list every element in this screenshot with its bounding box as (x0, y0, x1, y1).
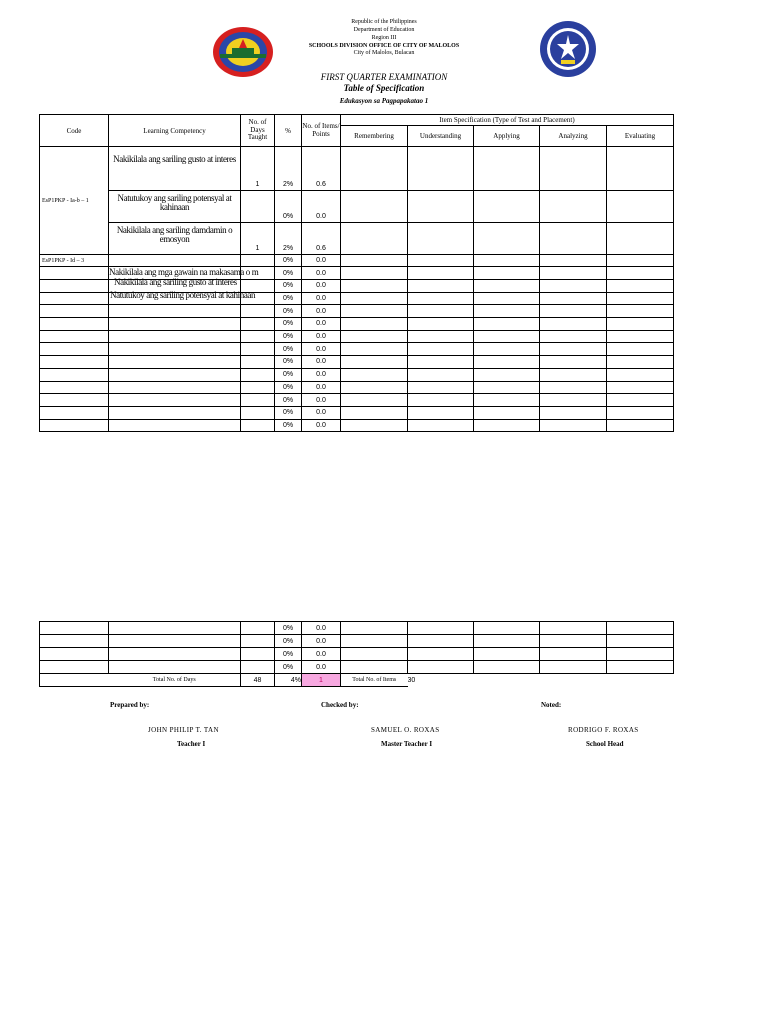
items-cell: 0.0 (302, 381, 341, 394)
percent-cell: 0% (275, 343, 302, 356)
table-row (40, 356, 674, 369)
items-cell: 0.0 (302, 191, 341, 223)
table-row (40, 343, 674, 356)
total-days-value: 48 (241, 674, 275, 687)
header-city: City of Malolos, Bulacan (353, 50, 415, 56)
days-cell: 1 (241, 223, 275, 255)
competency-cell: Nakikilala ang sariling gusto at interes (109, 147, 241, 191)
subject-title: Edukasyon sa Pagpapakatao 1 (339, 96, 429, 105)
header-applying: Applying (474, 126, 540, 147)
percent-cell: 0% (275, 635, 302, 648)
total-items-label: Total No. of Items (341, 674, 408, 687)
noted-name: RODRIGO F. ROXAS (568, 726, 639, 734)
header-republic: Republic of the Philippines (351, 19, 417, 25)
items-cell: 0.0 (302, 356, 341, 369)
items-cell: 0.0 (302, 419, 341, 432)
items-cell: 0.0 (302, 622, 341, 635)
percent-cell: 0% (275, 318, 302, 331)
days-cell (241, 191, 275, 223)
items-cell: 0.0 (302, 255, 341, 267)
percent-cell: 0% (275, 661, 302, 674)
exam-title: FIRST QUARTER EXAMINATION (320, 72, 448, 82)
percent-cell: 0% (275, 292, 302, 305)
items-cell: 0.6 (302, 223, 341, 255)
items-cell: 0.0 (302, 292, 341, 305)
table-row (40, 255, 674, 267)
table-row (40, 622, 674, 635)
items-cell: 0.0 (302, 661, 341, 674)
table-row (40, 661, 674, 674)
header-code: Code (40, 115, 109, 147)
prepared-name: JOHN PHILIP T. TAN (148, 726, 219, 734)
header-division: SCHOOLS DIVISION OFFICE OF CITY OF MALOLOS (308, 42, 460, 49)
table-row (40, 330, 674, 343)
percent-cell: 2% (275, 223, 302, 255)
doc-title: Table of Specification (343, 83, 425, 94)
noted-title: School Head (586, 740, 624, 748)
total-days-label: Total No. of Days (109, 674, 241, 687)
percent-cell: 0% (275, 330, 302, 343)
items-cell: 0.0 (302, 318, 341, 331)
total-items-value: 1 (302, 674, 341, 687)
tos-bottom-table (39, 621, 674, 687)
items-cell: 0.0 (302, 394, 341, 407)
percent-cell: 0% (275, 368, 302, 381)
header-understanding: Understanding (408, 126, 474, 147)
table-row (40, 191, 674, 223)
checked-name: SAMUEL O. ROXAS (371, 726, 440, 734)
items-cell: 0.0 (302, 635, 341, 648)
items-cell: 0.0 (302, 343, 341, 356)
percent-cell: 0% (275, 648, 302, 661)
code-cell: EsP1PKP - Id – 3 (40, 255, 109, 267)
table-row (40, 419, 674, 432)
percent-cell: 0% (275, 267, 302, 280)
competency-cell: Natutukoy ang sariling potensyal at kahinaan (109, 191, 241, 223)
competency-cell: Nakikilala ang mga gawain na makasama o m (109, 267, 241, 280)
title-block (0, 72, 768, 105)
items-cell: 0.0 (302, 330, 341, 343)
items-cell: 0.0 (302, 267, 341, 280)
items-cell: 0.6 (302, 147, 341, 191)
percent-cell: 0% (275, 406, 302, 419)
total-row (40, 674, 674, 687)
table-row (40, 147, 674, 191)
percent-cell: 0% (275, 419, 302, 432)
code-cell: EsP1PKP - Ia-b – 1 (40, 147, 109, 255)
competency-cell: Nakikilala ang sariling damdamin o emosyon (109, 223, 241, 255)
prepared-title: Teacher I (177, 740, 206, 748)
items-cell: 0.0 (302, 305, 341, 318)
percent-cell: 0% (275, 356, 302, 369)
table-row (40, 635, 674, 648)
checked-label: Checked by: (321, 701, 359, 709)
noted-label: Noted: (541, 701, 562, 709)
overlap-text-1: Nakikilala ang sariling gusto at interes (114, 277, 237, 287)
days-cell: 1 (241, 147, 275, 191)
header-analyzing: Analyzing (540, 126, 607, 147)
letterhead (0, 19, 768, 58)
table-row (40, 305, 674, 318)
percent-cell: 2% (275, 147, 302, 191)
table-row (40, 394, 674, 407)
table-row (40, 318, 674, 331)
checked-title: Master Teacher I (381, 740, 433, 748)
header-competency: Learning Competency (109, 115, 241, 147)
table-row (40, 368, 674, 381)
total-items-count: 30 (407, 676, 416, 684)
header-department: Department of Education (353, 26, 415, 33)
table-row (40, 648, 674, 661)
percent-cell: 0% (275, 280, 302, 293)
percent-cell: 0% (275, 622, 302, 635)
items-cell: 0.0 (302, 406, 341, 419)
header-percent: % (275, 115, 302, 147)
percent-cell: 0% (275, 255, 302, 267)
items-cell: 0.0 (302, 280, 341, 293)
tos-table (39, 114, 674, 432)
percent-cell: 0% (275, 381, 302, 394)
header-region: Region III (371, 35, 397, 41)
total-percent-value: 4% (275, 674, 302, 687)
percent-cell: 0% (275, 305, 302, 318)
overlap-text-2: Natutukoy ang sariling potensyal at kahinaan (110, 290, 256, 300)
items-cell: 0.0 (302, 368, 341, 381)
header-item-spec: Item Specification (Type of Test and Placement) (341, 115, 674, 126)
percent-cell: 0% (275, 394, 302, 407)
table-row (40, 406, 674, 419)
header-days: No. of Days Taught (241, 115, 275, 147)
table-row (40, 223, 674, 255)
items-cell: 0.0 (302, 648, 341, 661)
prepared-label: Prepared by: (110, 701, 150, 709)
header-items: No. of Items/ Points (302, 115, 341, 147)
header-evaluating: Evaluating (607, 126, 674, 147)
table-row (40, 381, 674, 394)
header-remembering: Remembering (341, 126, 408, 147)
percent-cell: 0% (275, 191, 302, 223)
